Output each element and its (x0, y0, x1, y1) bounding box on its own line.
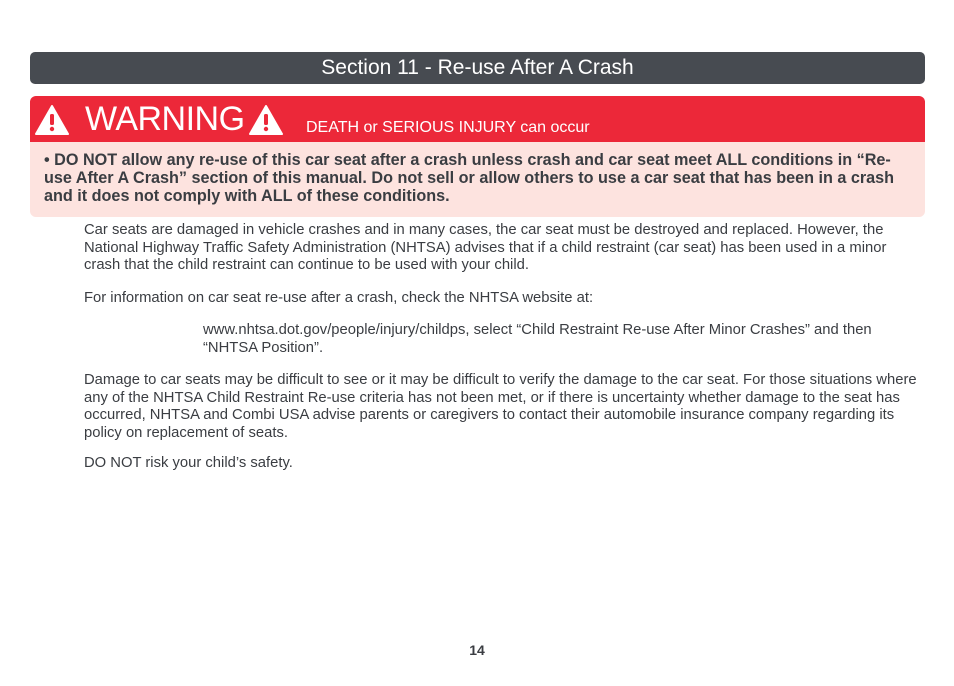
warning-triangle-icon (248, 104, 284, 136)
paragraph-nhtsa-website: www.nhtsa.dot.gov/people/injury/childps, select “Child Restraint Re-use After Minor Crashes” and then “NHTSA Position”. (203, 322, 872, 356)
warning-triangle-icon (34, 104, 70, 136)
paragraph-safety-reminder: DO NOT risk your child’s safety. (84, 455, 293, 471)
paragraph-damage-verification: Damage to car seats may be difficult to see or it may be difficult to verify the damage to the car seat. For those situations where any of the NHTSA Child Restraint Re-use criteria has not been met, or if there is uncertainty whether damage to the seat has occurred, NHTSA and Combi USA advise parents or caregivers to contact their automobile insurance company regarding its policy on replacement of seats. (84, 372, 917, 441)
warning-body (30, 142, 925, 217)
warning-heading: WARNING (85, 100, 245, 138)
warning-bullet-text: • DO NOT allow any re-use of this car seat after a crash unless crash and car seat meet ALL conditions in “Re-use After A Crash” section of this manual. Do not sell or allow others to use a car seat that has been in a crash and it does not comply with ALL of these conditions. (44, 151, 895, 205)
page-number: 14 (469, 642, 485, 658)
warning-subtitle: DEATH or SERIOUS INJURY can occur (306, 119, 590, 136)
paragraph-damage-info: Car seats are damaged in vehicle crashes and in many cases, the car seat must be destroyed and replaced. However, the National Highway Traffic Safety Administration (NHTSA) advises that if a child restraint (car seat) has been used in a minor crash that the child restraint can continue to be used with your child. (84, 222, 887, 273)
section-title: Section 11 - Re-use After A Crash (30, 52, 925, 84)
warning-banner (30, 96, 925, 142)
paragraph-nhtsa-intro: For information on car seat re-use after a crash, check the NHTSA website at: (84, 290, 594, 306)
